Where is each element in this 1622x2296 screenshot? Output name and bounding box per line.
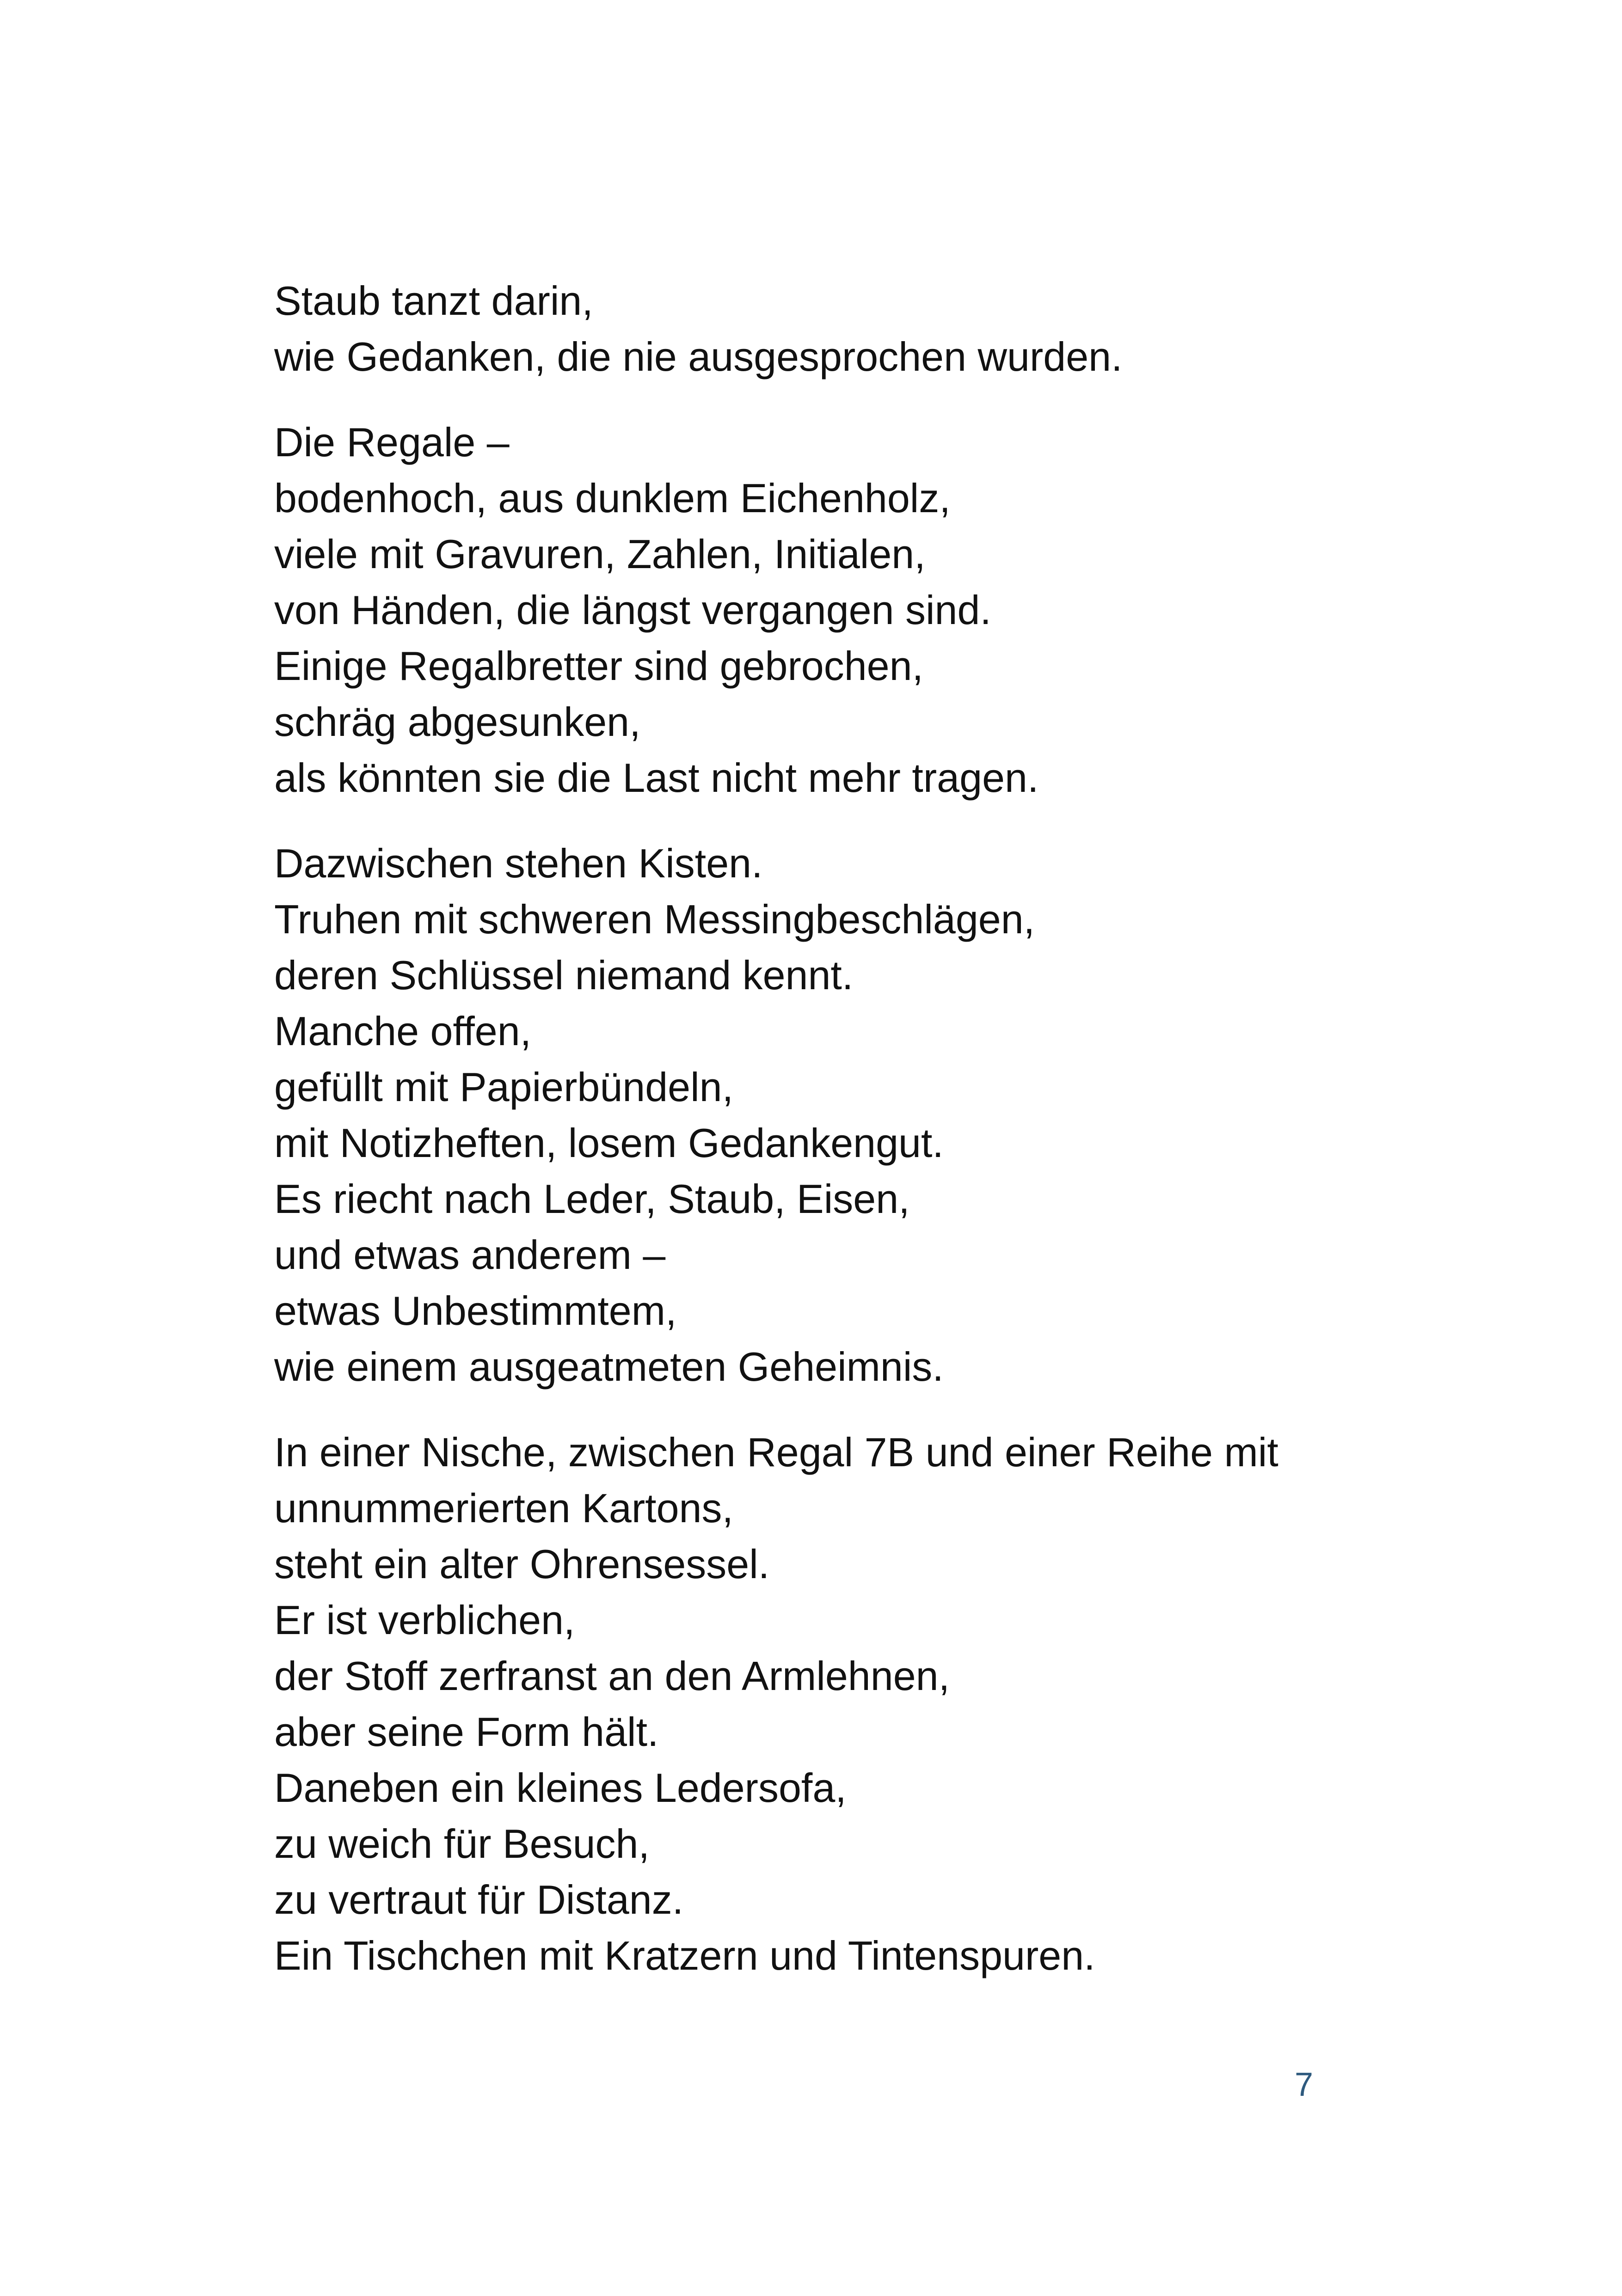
poem-line: steht ein alter Ohrensessel. [274,1541,770,1587]
poem-line: schräg abgesunken, [274,699,641,745]
poem-line: von Händen, die längst vergangen sind. [274,587,991,633]
poem-line: mit Notizheften, losem Gedankengut. [274,1120,944,1166]
poem-line: Die Regale – [274,419,510,465]
poem-line: Dazwischen stehen Kisten. [274,840,763,886]
poem-line: bodenhoch, aus dunklem Eichenholz, [274,475,951,521]
poem-line: deren Schlüssel niemand kennt. [274,952,854,998]
poem-line: Staub tanzt darin, [274,278,593,324]
poem-line: wie Gedanken, die nie ausgesprochen wurden. [274,334,1123,380]
poem-line: zu vertraut für Distanz. [274,1877,684,1923]
stanza-2 [274,414,1384,806]
poem-line: gefüllt mit Papierbündeln, [274,1064,734,1110]
poem-line: viele mit Gravuren, Zahlen, Initialen, [274,531,926,577]
page-number: 7 [1294,2066,1313,2103]
poem-line: Daneben ein kleines Ledersofa, [274,1765,847,1811]
stanza-3 [274,835,1384,1395]
stanza-1 [274,273,1384,385]
poem-line: zu weich für Besuch, [274,1821,650,1867]
poem-line: unnummerierten Kartons, [274,1485,733,1531]
poem-line: Truhen mit schweren Messingbeschlägen, [274,896,1035,942]
poem-line: Manche offen, [274,1008,532,1054]
poem-line: wie einem ausgeatmeten Geheimnis. [274,1344,944,1390]
poem-line: Ein Tischchen mit Kratzern und Tintenspuren. [274,1933,1095,1978]
poem-line: Einige Regalbretter sind gebrochen, [274,643,924,689]
poem-line: als könnten sie die Last nicht mehr tragen. [274,755,1039,801]
poem-line: der Stoff zerfranst an den Armlehnen, [274,1653,950,1699]
poem-line: In einer Nische, zwischen Regal 7B und einer Reihe mit [274,1429,1278,1475]
poem-line: Es riecht nach Leder, Staub, Eisen, [274,1176,910,1222]
poem-text [274,273,1384,2013]
poem-line: aber seine Form hält. [274,1709,659,1755]
stanza-4 [274,1424,1384,1984]
poem-line: etwas Unbestimmtem, [274,1288,677,1334]
poem-line: Er ist verblichen, [274,1597,575,1643]
poem-line: und etwas anderem – [274,1232,666,1278]
